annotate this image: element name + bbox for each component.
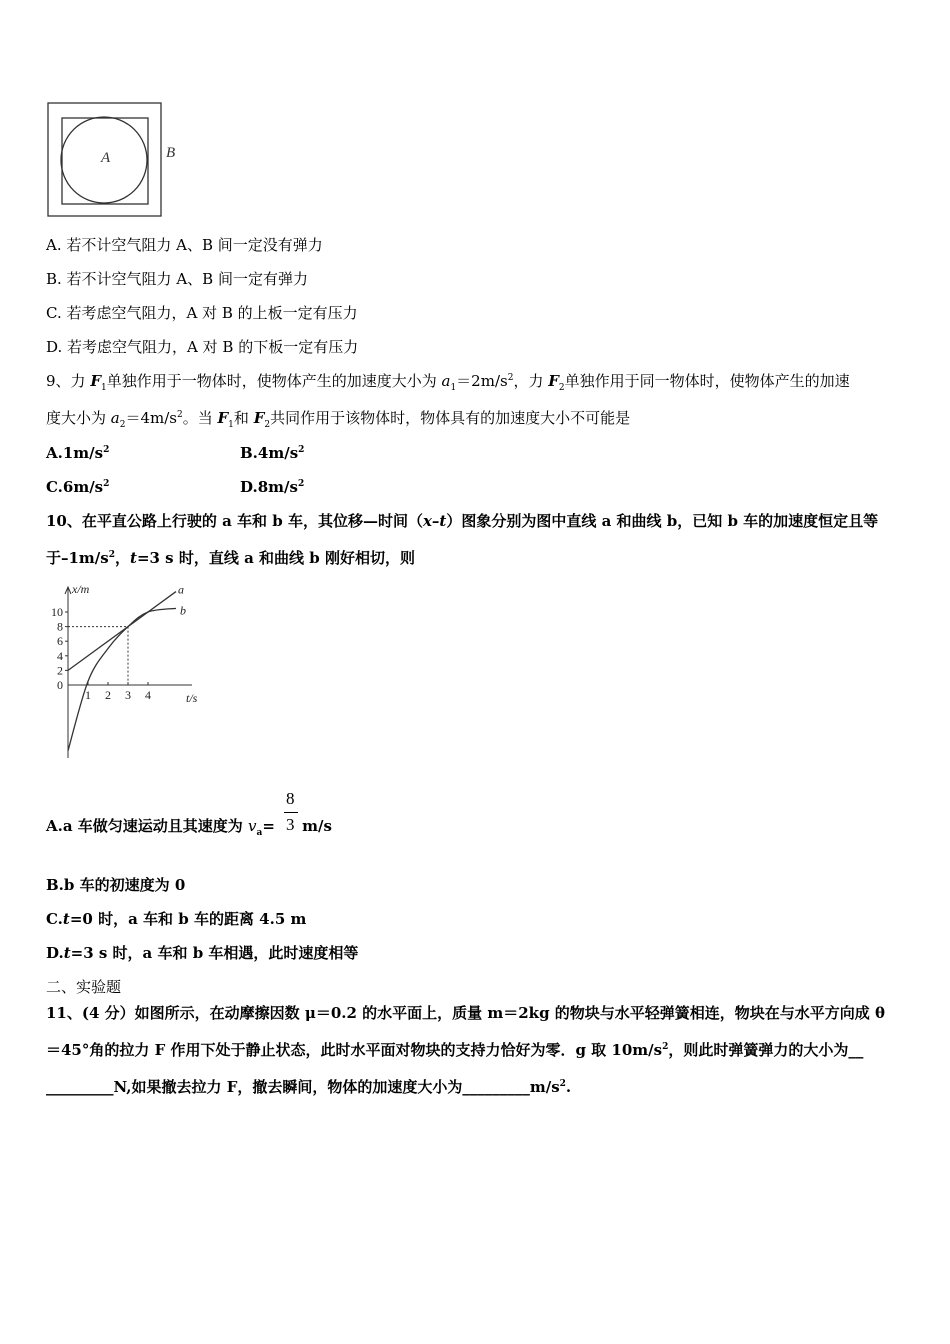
y-tick-label: 4 <box>57 648 63 663</box>
q9-option-c: $C.6m/s^2$ <box>46 478 110 496</box>
series-b-curve <box>68 608 176 750</box>
series-b-label: b <box>180 603 186 618</box>
q8-option-c: C. 若考虑空气阻力，A 对 B 的上板一定有压力 <box>46 304 358 322</box>
q8-option-b: B. 若不计空气阻力 A、B 间一定有弹力 <box>46 270 308 288</box>
q9-option-b: $B.4m/s^2$ <box>240 444 305 462</box>
y-axis-label: x/m <box>72 582 90 596</box>
section-title: 二、实验题 <box>46 978 122 996</box>
y-tick-label: 8 <box>57 619 63 634</box>
q10-option-b: B.b 车的初速度为 0 <box>46 876 186 894</box>
q11-stem-line1: 11、(4 分）如图所示，在动摩擦因数 μ＝0.2 的水平面上，质量 m＝2kg 的物块与水平轻弹簧相连，物块在与水平方向成 θ <box>46 1004 886 1022</box>
x-axis-label: t/s <box>186 691 198 705</box>
q10-stem-line2: 于$-1m/s^2$，t=3 s 时，直线 a 和曲线 b 刚好相切，则 <box>46 549 415 567</box>
box-ball-figure <box>40 95 190 225</box>
q10-option-a: A.a 车做匀速运动且其速度为 $v_a= m/s$ <box>46 817 332 838</box>
x-tick-label: 3 <box>125 688 131 702</box>
x-tick-label: 1 <box>85 688 91 702</box>
q9-option-d: $D.8m/s^2$ <box>240 478 305 496</box>
series-a-line <box>68 592 176 671</box>
fraction-denominator: 3 <box>286 815 295 834</box>
q10-option-c: C.t=0 时，a 车和 b 车的距离 4.5 m <box>46 910 307 928</box>
q9-option-a: $A.1m/s^2$ <box>46 444 110 462</box>
y-tick-label: 0 <box>57 678 63 692</box>
y-tick-label: 2 <box>57 663 63 678</box>
q9-stem-line2: 度大小为 $a_2=4m/s^2$。当 $F_1$和 $F_2$共同作用于该物体时，物体具有的加速度大小不可能是 <box>46 409 631 430</box>
x-tick-label: 4 <box>145 688 151 702</box>
y-tick-label: 6 <box>57 634 63 649</box>
q9-stem-line1: 9、力 $F_1$单独作用于一物体时，使物体产生的加速度大小为 $a_1=2m/s^2$，力 $F_2$单独作用于同一物体时，使物体产生的加速 <box>46 372 850 393</box>
y-tick-label: 10 <box>51 605 63 619</box>
q10-stem-line1: 10、在平直公路上行驶的 a 车和 b 车，其位移—时间（x–t）图象分别为图中直线 a 和曲线 b，已知 b 车的加速度恒定且等 <box>46 512 879 530</box>
series-a-label: a <box>178 582 184 597</box>
x-tick-label: 2 <box>105 688 111 702</box>
fraction-bar <box>284 812 298 813</box>
q8-option-d: D. 若考虑空气阻力，A 对 B 的下板一定有压力 <box>46 338 359 356</box>
label-b: B <box>166 145 176 161</box>
q11-stem-line3: _________N,如果撤去拉力 F，撤去瞬间，物体的加速度大小为$\_\_\_\_\_\_\_\_\_m/s^2$. <box>46 1078 572 1096</box>
q8-option-a: A. 若不计空气阻力 A、B 间一定没有弹力 <box>46 236 323 254</box>
xt-graph <box>40 578 220 768</box>
q10-option-d: D.t=3 s 时，a 车和 b 车相遇，此时速度相等 <box>46 944 359 962</box>
fraction-numerator: 8 <box>286 789 295 808</box>
label-a: A <box>101 150 111 166</box>
q11-stem-line2: ＝45°角的拉力 F 作用下处于静止状态，此时水平面对物块的支持力恰好为零．g 取 $10m/s^2$，则此时弹簧弹力的大小为__ <box>46 1041 864 1059</box>
